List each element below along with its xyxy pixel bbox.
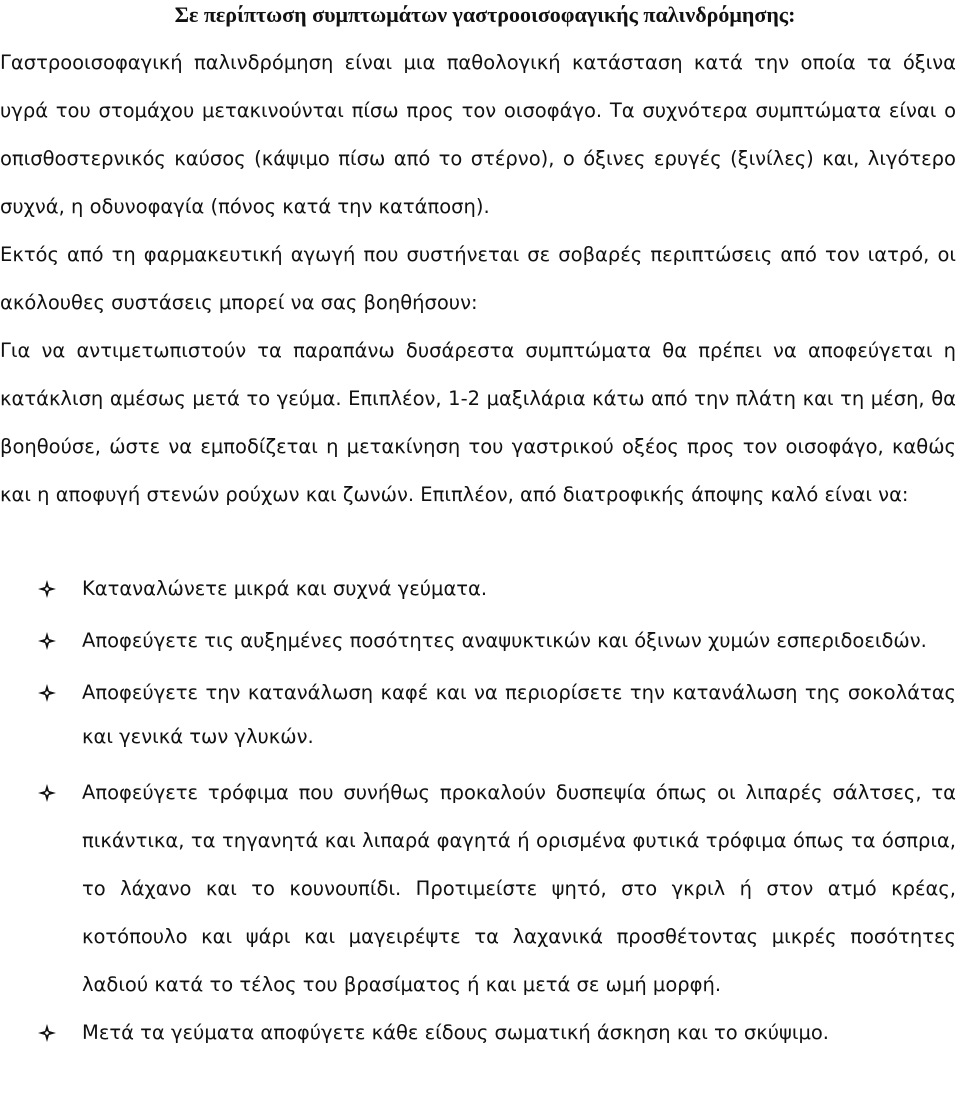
list-item-text: Μετά τα γεύματα αποφύγετε κάθε είδους σωματική άσκηση και το σκύψιμο. xyxy=(82,1021,829,1044)
intro-paragraph: Γαστροοισοφαγική παλινδρόμηση είναι μια παθολογική κατάσταση κατά την οποία τα όξινα υγρά του στομάχου μετακινούνται πίσω προς τον οισοφάγο. Τα συχνότερα συμπτώματα είναι ο οπισθοστερνικός καύσος (κάψιμο πίσω από το στέρνο), ο όξινες ερυγές (ξινίλες) και, λιγότερο συχνά, η οδυνοφαγία (πόνος κατά την κατάποση). xyxy=(0,51,956,218)
diamond-bullet-icon xyxy=(38,784,56,802)
list-item xyxy=(0,769,956,1009)
list-item xyxy=(0,567,956,611)
advice-intro-paragraph: Εκτός από τη φαρμακευτική αγωγή που συστήνεται σε σοβαρές περιπτώσεις από τον ιατρό, οι ακόλουθες συστάσεις μπορεί να σας βοηθήσουν: xyxy=(0,243,956,314)
list-item-text: Αποφεύγετε τις αυξημένες ποσότητες αναψυκτικών και όξινων χυμών εσπεριδοειδών. xyxy=(82,629,927,652)
list-item xyxy=(0,1009,956,1057)
diamond-bullet-icon xyxy=(38,632,56,650)
diamond-bullet-icon xyxy=(38,580,56,598)
list-item xyxy=(0,619,956,663)
list-item xyxy=(0,671,956,759)
recommendations-paragraph: Για να αντιμετωπιστούν τα παραπάνω δυσάρεστα συμπτώματα θα πρέπει να αποφεύγεται η κατάκλιση αμέσως μετά το γεύμα. Επιπλέον, 1-2 μαξιλάρια κάτω από την πλάτη και τη μέση, θα βοηθούσε, ώστε να εμποδίζεται η μετακίνηση του γαστρικού οξέος προς τον οισοφάγο, καθώς και η αποφυγή στενών ρούχων και ζωνών. Επιπλέον, από διατροφικής άποψης καλό είναι να: xyxy=(0,339,956,506)
list-item-text: Καταναλώνετε μικρά και συχνά γεύματα. xyxy=(82,577,488,600)
diamond-bullet-icon xyxy=(38,1024,56,1042)
section-heading: Σε περίπτωση συμπτωμάτων γαστροοισοφαγικής παλινδρόμησης: xyxy=(174,2,796,27)
list-item-text: Αποφεύγετε την κατανάλωση καφέ και να περιορίσετε την κατανάλωση της σοκολάτας και γενικά των γλυκών. xyxy=(82,681,956,748)
list-item-text: Αποφεύγετε τρόφιμα που συνήθως προκαλούν δυσπεψία όπως οι λιπαρές σάλτσες, τα πικάντικα, τα τηγανητά και λιπαρά φαγητά ή ορισμένα φυτικά τρόφιμα όπως τα όσπρια, το λάχανο και το κουνουπίδι. Προτιμείστε ψητό, στο γκριλ ή στον ατμό κρέας, κοτόπουλο και ψάρι και μαγειρέψτε τα λαχανικά προσθέτοντας μικρές ποσότητες λαδιού κατά το τέλος του βρασίματος ή και μετά σε ωμή μορφή. xyxy=(82,781,956,996)
diet-recommendations-list xyxy=(0,567,956,1057)
diamond-bullet-icon xyxy=(38,684,56,702)
